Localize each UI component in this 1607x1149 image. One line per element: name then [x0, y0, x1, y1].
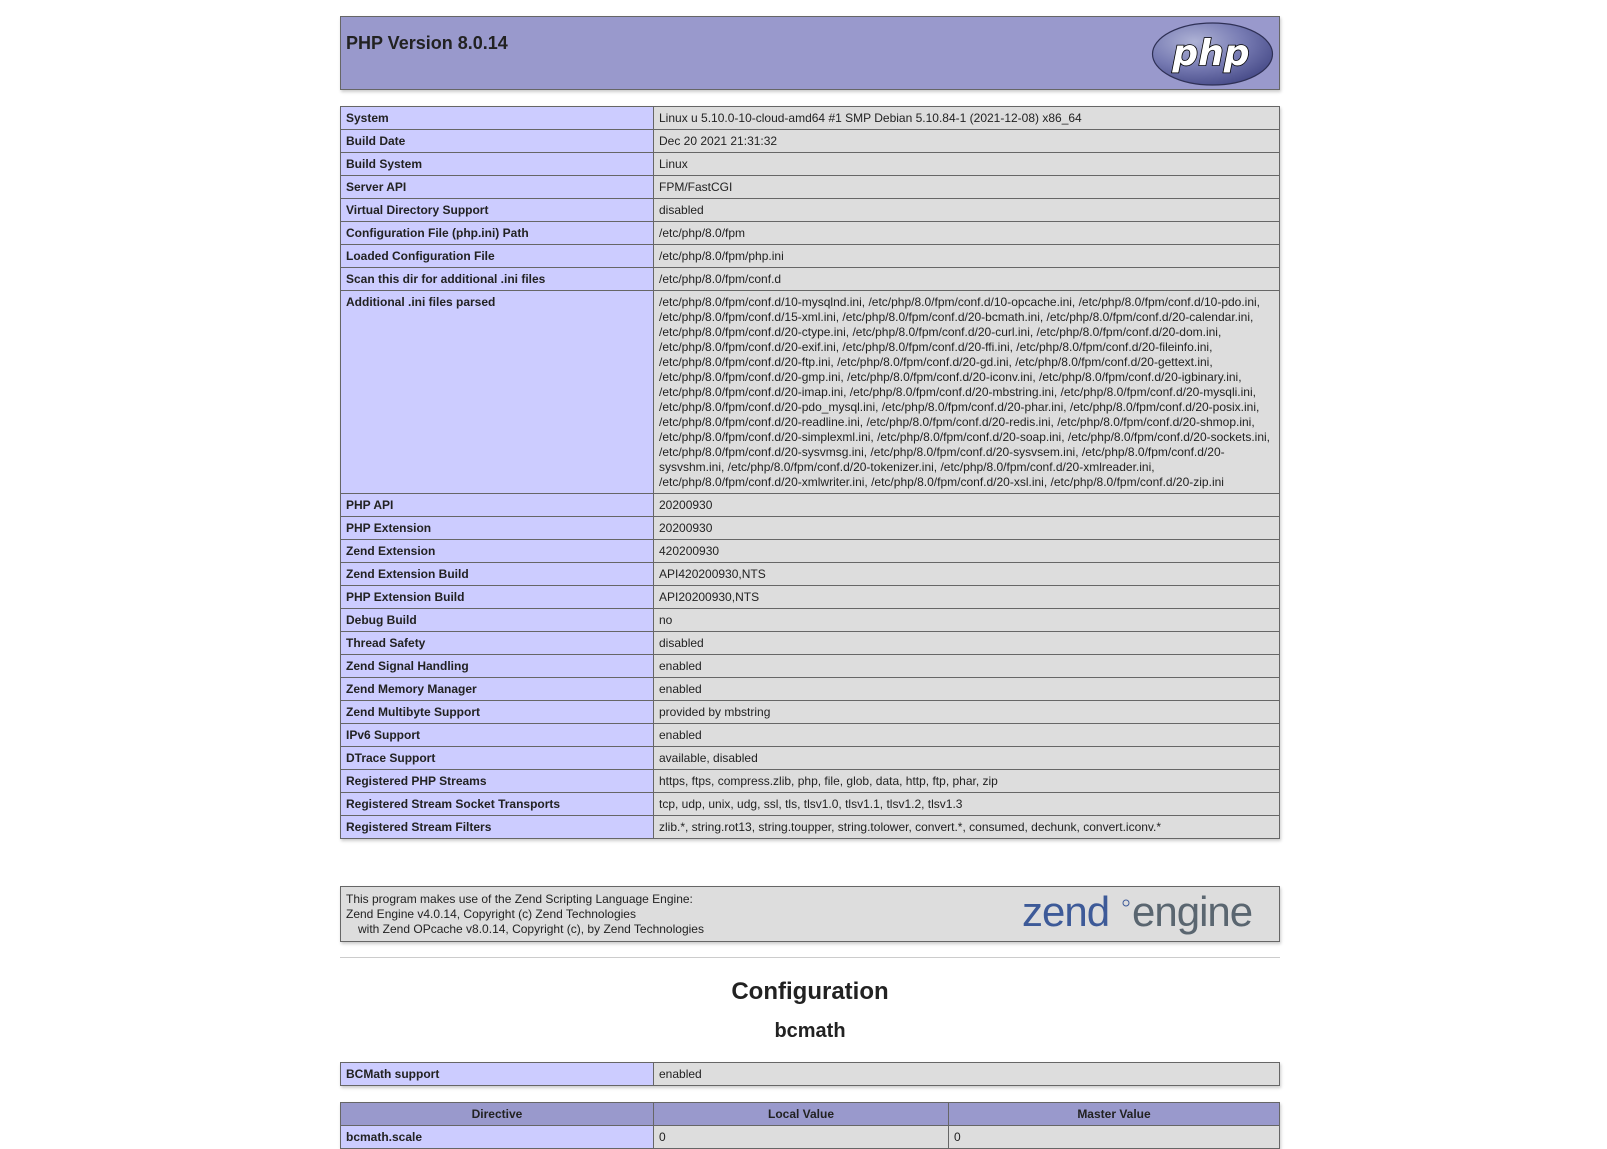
row-label: Zend Extension Build [341, 563, 654, 586]
row-value: disabled [654, 199, 1280, 222]
zend-engine-logo-icon [1022, 892, 1274, 940]
row-value: Linux u 5.10.0-10-cloud-amd64 #1 SMP Debian 5.10.84-1 (2021-12-08) x86_64 [654, 107, 1280, 130]
table-row [341, 655, 1280, 678]
bcmath-support-table [340, 1062, 1280, 1086]
configuration-heading: Configuration [731, 978, 889, 1005]
row-value: 20200930 [654, 517, 1280, 540]
table-row [341, 724, 1280, 747]
zend-credit-line: with Zend OPcache v8.0.14, Copyright (c), by Zend Technologies [358, 922, 704, 936]
page-title: PHP Version 8.0.14 [346, 33, 508, 53]
row-label: PHP API [341, 494, 654, 517]
row-value: /etc/php/8.0/fpm/conf.d [654, 268, 1280, 291]
table-row [341, 291, 1280, 494]
row-label: Zend Signal Handling [341, 655, 654, 678]
table-row [341, 130, 1280, 153]
table-row [341, 1126, 1280, 1149]
table-row [341, 586, 1280, 609]
row-value: enabled [654, 1063, 1280, 1086]
row-label: DTrace Support [341, 747, 654, 770]
row-label: Server API [341, 176, 654, 199]
svg-text:zend: zend [1022, 892, 1110, 935]
column-header-directive: Directive [341, 1103, 654, 1126]
table-row [341, 678, 1280, 701]
row-label: Zend Extension [341, 540, 654, 563]
row-label: Registered Stream Socket Transports [341, 793, 654, 816]
row-label: Scan this dir for additional .ini files [341, 268, 654, 291]
row-value: tcp, udp, unix, udg, ssl, tls, tlsv1.0, tlsv1.1, tlsv1.2, tlsv1.3 [654, 793, 1280, 816]
row-value: 20200930 [654, 494, 1280, 517]
directive-local-value: 0 [654, 1126, 949, 1149]
svg-text:php: php [1172, 33, 1250, 74]
php-logo-icon [1151, 22, 1274, 86]
table-row [341, 747, 1280, 770]
table-row [341, 632, 1280, 655]
module-heading-bcmath: bcmath [774, 1020, 846, 1042]
row-value: provided by mbstring [654, 701, 1280, 724]
row-value: enabled [654, 724, 1280, 747]
section-divider [340, 957, 1280, 958]
row-value: https, ftps, compress.zlib, php, file, glob, data, http, ftp, phar, zip [654, 770, 1280, 793]
row-label: Build Date [341, 130, 654, 153]
table-row [341, 245, 1280, 268]
row-value: zlib.*, string.rot13, string.toupper, string.tolower, convert.*, consumed, dechunk, convert.iconv.* [654, 816, 1280, 839]
table-row [341, 517, 1280, 540]
row-label: Thread Safety [341, 632, 654, 655]
table-row [341, 153, 1280, 176]
zend-credits [346, 892, 704, 937]
table-row [341, 701, 1280, 724]
bcmath-directives-table [340, 1102, 1280, 1149]
directive-name: bcmath.scale [341, 1126, 654, 1149]
row-label: Registered Stream Filters [341, 816, 654, 839]
directive-master-value: 0 [949, 1126, 1280, 1149]
row-value: API420200930,NTS [654, 563, 1280, 586]
row-value: available, disabled [654, 747, 1280, 770]
table-row [341, 1063, 1280, 1086]
row-label: Configuration File (php.ini) Path [341, 222, 654, 245]
row-value: /etc/php/8.0/fpm [654, 222, 1280, 245]
row-label: PHP Extension Build [341, 586, 654, 609]
row-value: Linux [654, 153, 1280, 176]
table-row [341, 770, 1280, 793]
row-label: Virtual Directory Support [341, 199, 654, 222]
table-row [341, 793, 1280, 816]
row-value: FPM/FastCGI [654, 176, 1280, 199]
row-value: disabled [654, 632, 1280, 655]
row-label: Zend Memory Manager [341, 678, 654, 701]
row-label: Zend Multibyte Support [341, 701, 654, 724]
php-version-header [340, 16, 1280, 90]
row-value: /etc/php/8.0/fpm/conf.d/10-mysqlnd.ini, /etc/php/8.0/fpm/conf.d/10-opcache.ini, /etc/php/8.0/fpm/conf.d/10-pdo.ini, /etc/php/8.0/fpm/conf.d/15-xml.ini, /etc/php/8.0/fpm/conf.d/20-bcmath.ini, /etc/php/8.0/fpm/conf.d/20-calendar.ini, /etc/php/8.0/fpm/conf.d/20-ctype.ini, /etc/php/8.0/fpm/conf.d/20-curl.ini, /etc/php/8.0/fpm/conf.d/20-dom.ini, /etc/php/8.0/fpm/conf.d/20-exif.ini, /etc/php/8.0/fpm/conf.d/20-ffi.ini, /etc/php/8.0/fpm/conf.d/20-fileinfo.ini, /etc/php/8.0/fpm/conf.d/20-ftp.ini, /etc/php/8.0/fpm/conf.d/20-gd.ini, /etc/php/8.0/fpm/conf.d/20-gettext.ini, /etc/php/8.0/fpm/conf.d/20-gmp.ini, /etc/php/8.0/fpm/conf.d/20-iconv.ini, /etc/php/8.0/fpm/conf.d/20-igbinary.ini, /etc/php/8.0/fpm/conf.d/20-imap.ini, /etc/php/8.0/fpm/conf.d/20-mbstring.ini, /etc/php/8.0/fpm/conf.d/20-mysqli.ini, /etc/php/8.0/fpm/conf.d/20-pdo_mysql.ini, /etc/php/8.0/fpm/conf.d/20-phar.ini, /etc/php/8.0/fpm/conf.d/20-posix.ini, /etc/php/8.0/fpm/conf.d/20-readline.ini, /etc/php/8.0/fpm/conf.d/20-redis.ini, /etc/php/8.0/fpm/conf.d/20-shmop.ini, /etc/php/8.0/fpm/conf.d/20-simplexml.ini, /etc/php/8.0/fpm/conf.d/20-soap.ini, /etc/php/8.0/fpm/conf.d/20-sockets.ini, /etc/php/8.0/fpm/conf.d/20-sysvmsg.ini, /etc/php/8.0/fpm/conf.d/20-sysvsem.ini, /etc/php/8.0/fpm/conf.d/20-sysvshm.ini, /etc/php/8.0/fpm/conf.d/20-tokenizer.ini, /etc/php/8.0/fpm/conf.d/20-xmlreader.ini, /etc/php/8.0/fpm/conf.d/20-xmlwriter.ini, /etc/php/8.0/fpm/conf.d/20-xsl.ini, /etc/php/8.0/fpm/conf.d/20-zip.ini [654, 291, 1280, 494]
table-row [341, 107, 1280, 130]
zend-credit-line: Zend Engine v4.0.14, Copyright (c) Zend Technologies [346, 907, 636, 921]
row-label: Registered PHP Streams [341, 770, 654, 793]
row-label: BCMath support [341, 1063, 654, 1086]
table-row [341, 199, 1280, 222]
table-row [341, 563, 1280, 586]
column-header-master-value: Master Value [949, 1103, 1280, 1126]
row-label: IPv6 Support [341, 724, 654, 747]
row-label: PHP Extension [341, 517, 654, 540]
row-label: Loaded Configuration File [341, 245, 654, 268]
row-value: no [654, 609, 1280, 632]
svg-text:engine: engine [1132, 892, 1253, 935]
table-row [341, 268, 1280, 291]
zend-credit-line: This program makes use of the Zend Scripting Language Engine: [346, 892, 693, 906]
table-row [341, 494, 1280, 517]
table-row [341, 540, 1280, 563]
table-row [341, 222, 1280, 245]
row-value: enabled [654, 655, 1280, 678]
row-label: Debug Build [341, 609, 654, 632]
row-value: Dec 20 2021 21:31:32 [654, 130, 1280, 153]
row-label: Additional .ini files parsed [341, 291, 654, 494]
column-header-local-value: Local Value [654, 1103, 949, 1126]
table-row [341, 176, 1280, 199]
table-row [341, 816, 1280, 839]
zend-engine-box [340, 886, 1280, 942]
row-value: /etc/php/8.0/fpm/php.ini [654, 245, 1280, 268]
row-value: enabled [654, 678, 1280, 701]
table-header-row [341, 1103, 1280, 1126]
row-label: Build System [341, 153, 654, 176]
row-label: System [341, 107, 654, 130]
table-row [341, 609, 1280, 632]
row-value: 420200930 [654, 540, 1280, 563]
row-value: API20200930,NTS [654, 586, 1280, 609]
system-info-table [340, 106, 1280, 839]
